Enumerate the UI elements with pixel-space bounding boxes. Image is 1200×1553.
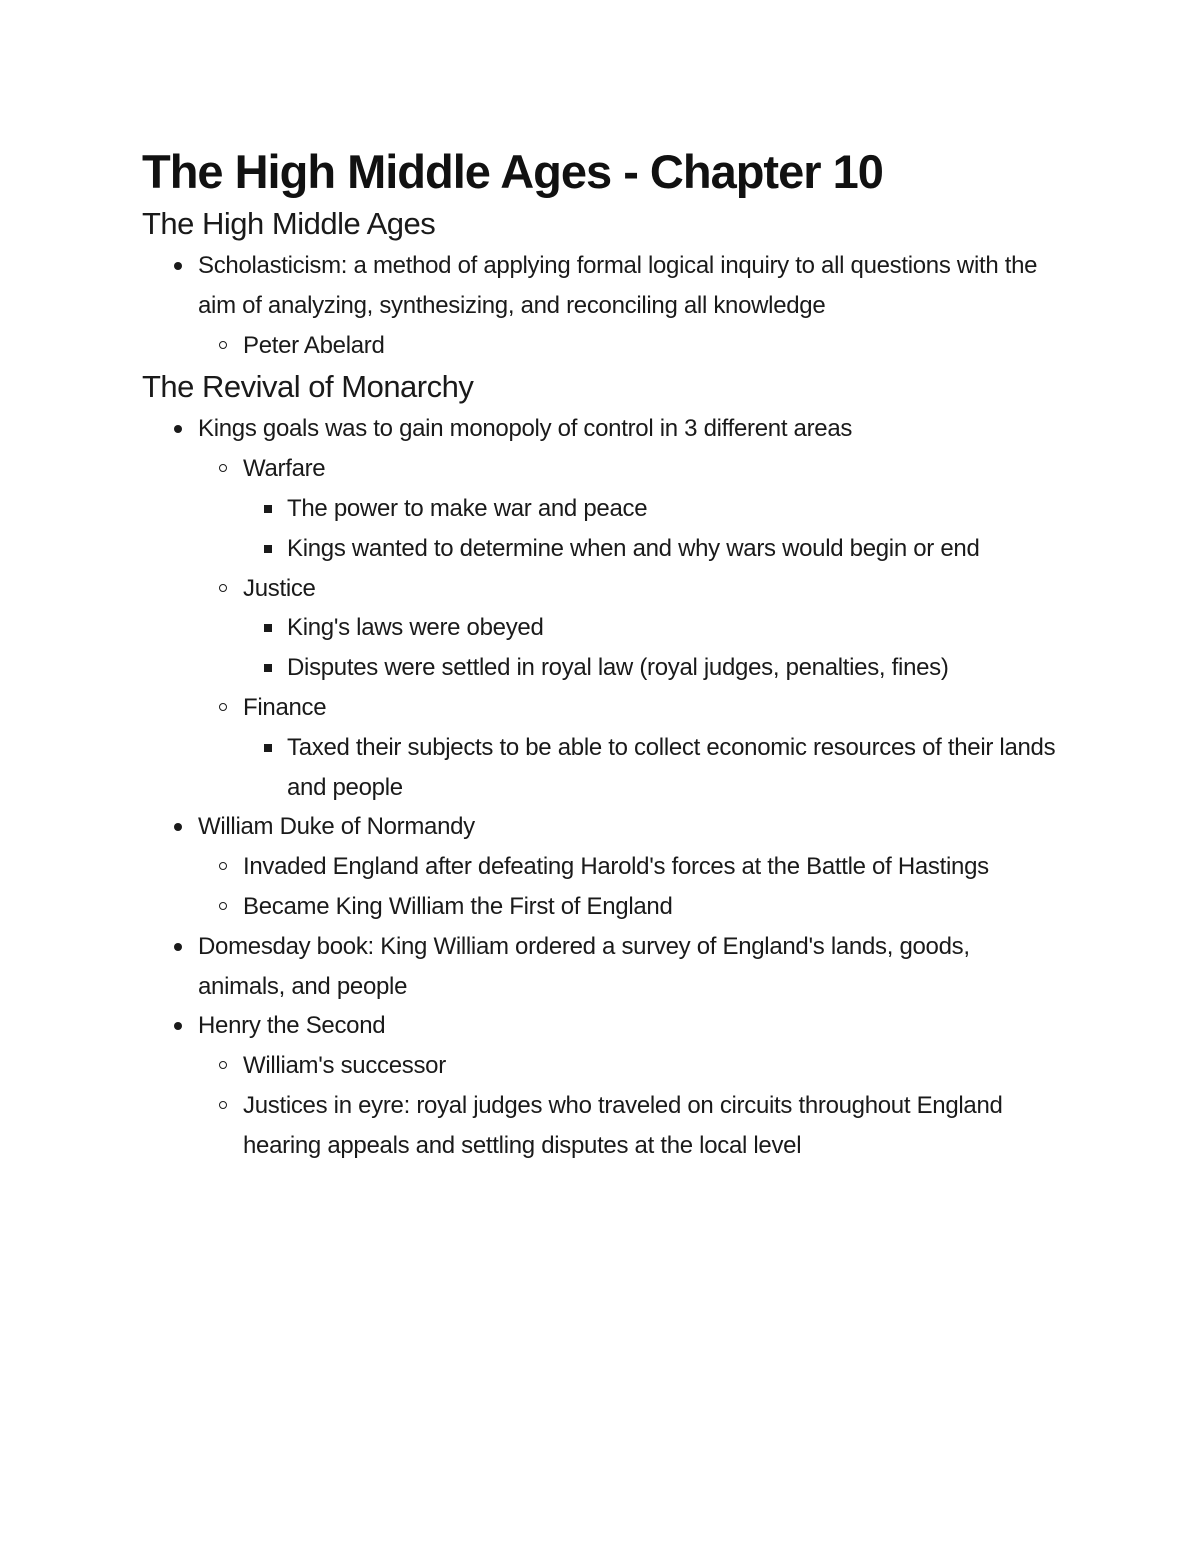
circle-bullet-icon [219,703,227,711]
sub-bullet-list [243,326,1062,366]
list-item [198,807,1062,926]
list-item [287,648,1062,688]
list-item [243,887,1062,927]
circle-bullet-icon [219,862,227,870]
list-item-text: Invaded England after defeating Harold's forces at the Battle of Hastings [243,853,989,881]
list-item-text: Disputes were settled in royal law (royal judges, penalties, fines) [287,654,949,682]
sub-sub-bullet-list [287,489,1062,569]
list-item-text: Justice [243,574,316,602]
list-item [287,728,1062,808]
disc-bullet-icon [174,262,182,270]
list-item-text: Warfare [243,455,326,483]
document-page [142,142,1062,1166]
list-item-text: William Duke of Normandy [198,813,475,841]
list-item [243,569,1062,688]
list-item-text: Kings goals was to gain monopoly of control in 3 different areas [198,415,853,443]
list-item [287,529,1062,569]
section-heading-high-middle-ages: The High Middle Ages [142,206,436,241]
list-item-text: Henry the Second [198,1012,386,1040]
sub-sub-bullet-list [287,608,1062,688]
list-item-text: Scholasticism: a method of applying formal logical inquiry to all questions with the aim of analyzing, synthesizing, and reconciling all knowledge [198,252,1038,319]
circle-bullet-icon [219,1061,227,1069]
list-item-text: Became King William the First of England [243,892,673,920]
list-item-text: Finance [243,693,327,721]
list-item [243,688,1062,807]
disc-bullet-icon [174,943,182,951]
bullet-list [198,409,1062,1165]
list-item [243,449,1062,568]
list-item [198,927,1062,1007]
list-item [243,847,1062,887]
list-item-text: Peter Abelard [243,331,385,359]
sub-bullet-list [243,1046,1062,1165]
list-item-text: Justices in eyre: royal judges who traveled on circuits throughout England hearing appeals and settling disputes at the local level [243,1091,1003,1159]
circle-bullet-icon [219,902,227,910]
list-item [287,608,1062,648]
square-bullet-icon [264,664,272,672]
list-item [198,246,1062,365]
list-item-text: King's laws were obeyed [287,614,544,642]
square-bullet-icon [264,624,272,632]
list-item [287,489,1062,529]
sub-bullet-list [243,449,1062,807]
list-item-text: Kings wanted to determine when and why wars would begin or end [287,534,980,562]
circle-bullet-icon [219,584,227,592]
disc-bullet-icon [174,425,182,433]
circle-bullet-icon [219,464,227,472]
section-heading-revival-of-monarchy: The Revival of Monarchy [142,369,474,405]
square-bullet-icon [264,744,272,752]
list-item [198,1006,1062,1165]
disc-bullet-icon [174,823,182,831]
sub-bullet-list [243,847,1062,927]
bullet-list [198,246,1062,365]
disc-bullet-icon [174,1022,182,1030]
list-item-text: Taxed their subjects to be able to collect economic resources of their lands and people [287,733,1056,801]
list-item [243,1046,1062,1086]
circle-bullet-icon [219,341,227,349]
list-item-text: The power to make war and peace [287,494,648,522]
list-item [243,1086,1062,1166]
square-bullet-icon [264,545,272,553]
list-item [243,326,1062,366]
list-item-text: Domesday book: King William ordered a survey of England's lands, goods, animals, and people [198,932,970,1000]
list-item-text: William's successor [243,1052,446,1080]
square-bullet-icon [264,505,272,513]
list-item [198,409,1062,807]
sub-sub-bullet-list [287,728,1062,808]
circle-bullet-icon [219,1101,227,1109]
page-title: The High Middle Ages - Chapter 10 [142,145,883,198]
